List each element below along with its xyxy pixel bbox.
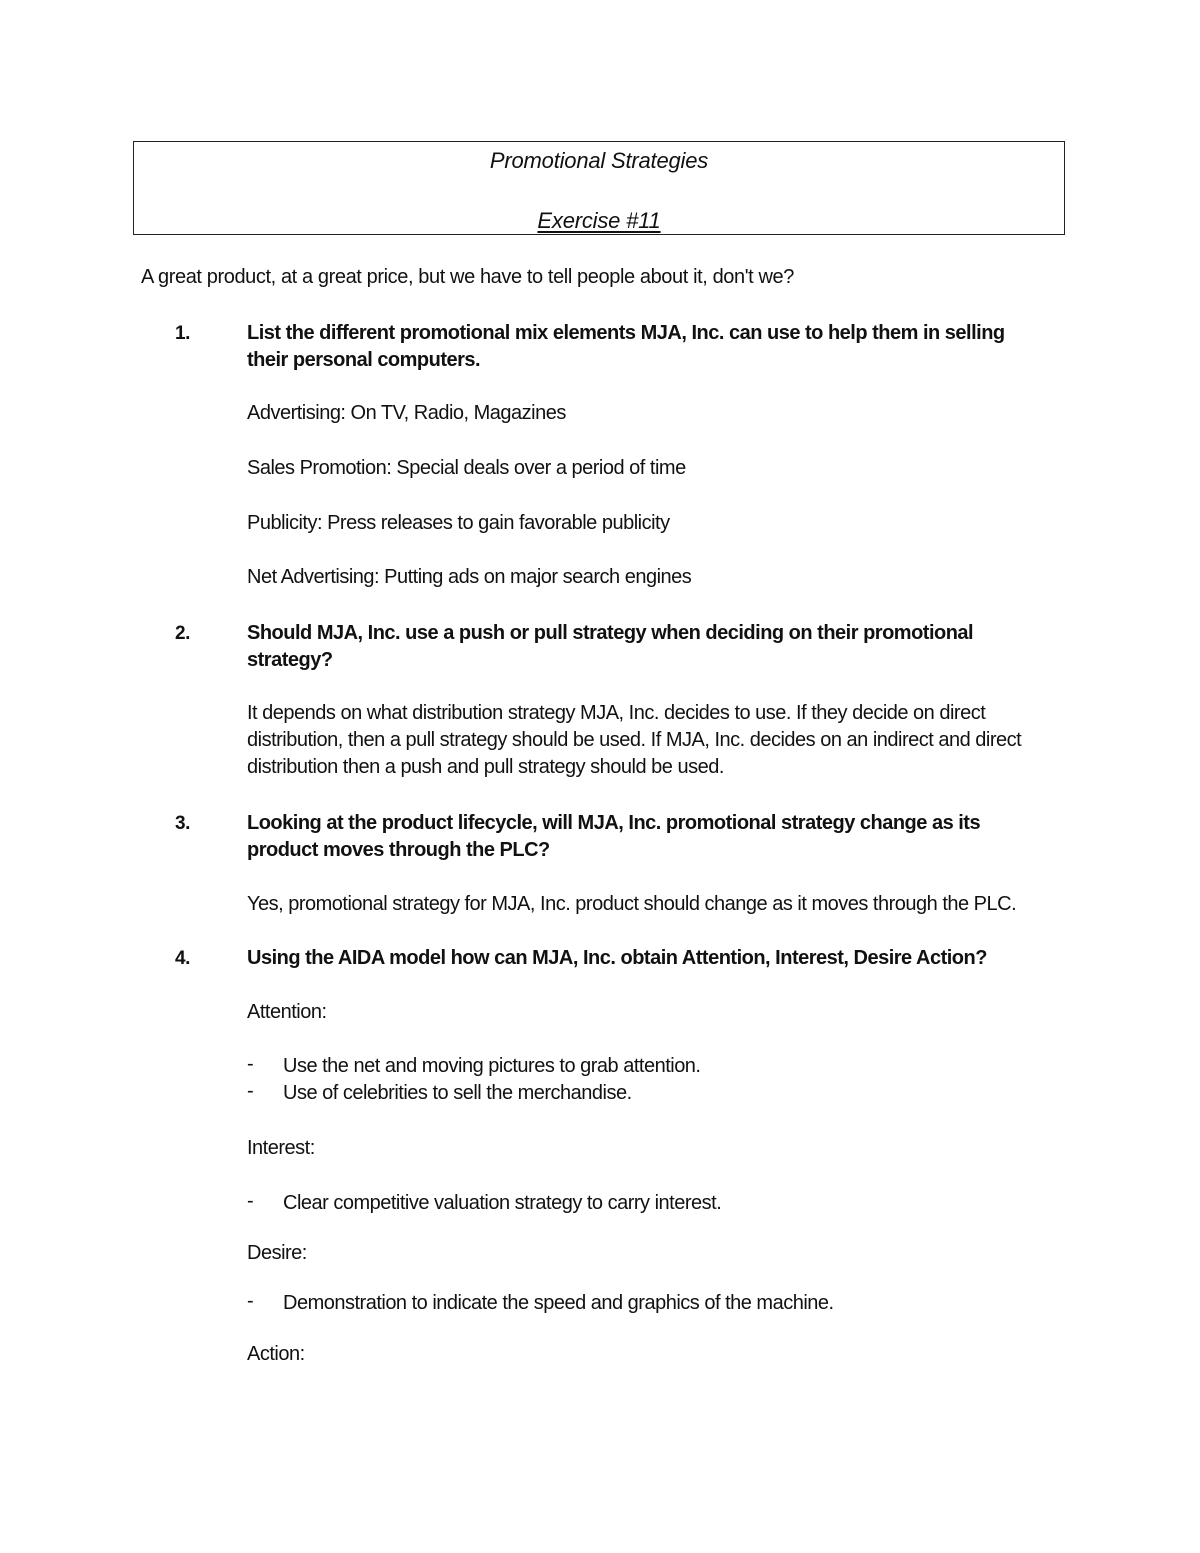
desire-bullet-1: Demonstration to indicate the speed and graphics of the machine. [283,1292,834,1314]
aida-attention-heading: Attention: [247,1001,327,1023]
question-1-text: List the different promotional mix elements MJA, Inc. can use to help them in selling their personal computers. [247,322,1005,371]
question-1-answer-2: Sales Promotion: Special deals over a period of time [247,457,686,479]
intro-text: A great product, at a great price, but we have to tell people about it, don't we? [141,266,794,288]
question-3-text: Looking at the product lifecycle, will MJA, Inc. promotional strategy change as its product moves through the PLC? [247,812,981,861]
title-box [133,141,1065,235]
attention-bullet-1: Use the net and moving pictures to grab attention. [283,1055,701,1077]
question-3-answer: Yes, promotional strategy for MJA, Inc. product should change as it moves through the PLC. [247,893,1017,915]
question-1-answer-3: Publicity: Press releases to gain favorable publicity [247,512,670,534]
question-1-answer-1: Advertising: On TV, Radio, Magazines [247,402,566,424]
aida-action-heading: Action: [247,1343,305,1365]
question-2-number: 2. [175,623,191,644]
question-3-number: 3. [175,813,191,834]
exercise-number: Exercise #11 [537,208,661,233]
bullet-dash: - [247,1053,254,1075]
aida-desire-heading: Desire: [247,1242,307,1264]
attention-bullet-2: Use of celebrities to sell the merchandise. [283,1082,632,1104]
bullet-dash: - [247,1290,254,1312]
question-4-text: Using the AIDA model how can MJA, Inc. obtain Attention, Interest, Desire Action? [247,947,987,969]
question-2-text: Should MJA, Inc. use a push or pull strategy when deciding on their promotional strategy? [247,622,974,671]
interest-bullet-1: Clear competitive valuation strategy to carry interest. [283,1192,722,1214]
question-1-answer-4: Net Advertising: Putting ads on major search engines [247,566,692,588]
question-4-number: 4. [175,948,191,969]
bullet-dash: - [247,1080,254,1102]
aida-interest-heading: Interest: [247,1137,315,1159]
bullet-dash: - [247,1190,254,1212]
question-1-number: 1. [175,323,191,344]
question-2-answer: It depends on what distribution strategy MJA, Inc. decides to use. If they decide on direct distribution, then a pull strategy should be used. If MJA, Inc. decides on an indirect and direct distribution then a push and pull strategy should be used. [247,702,1022,778]
document-title: Promotional Strategies [489,148,709,173]
